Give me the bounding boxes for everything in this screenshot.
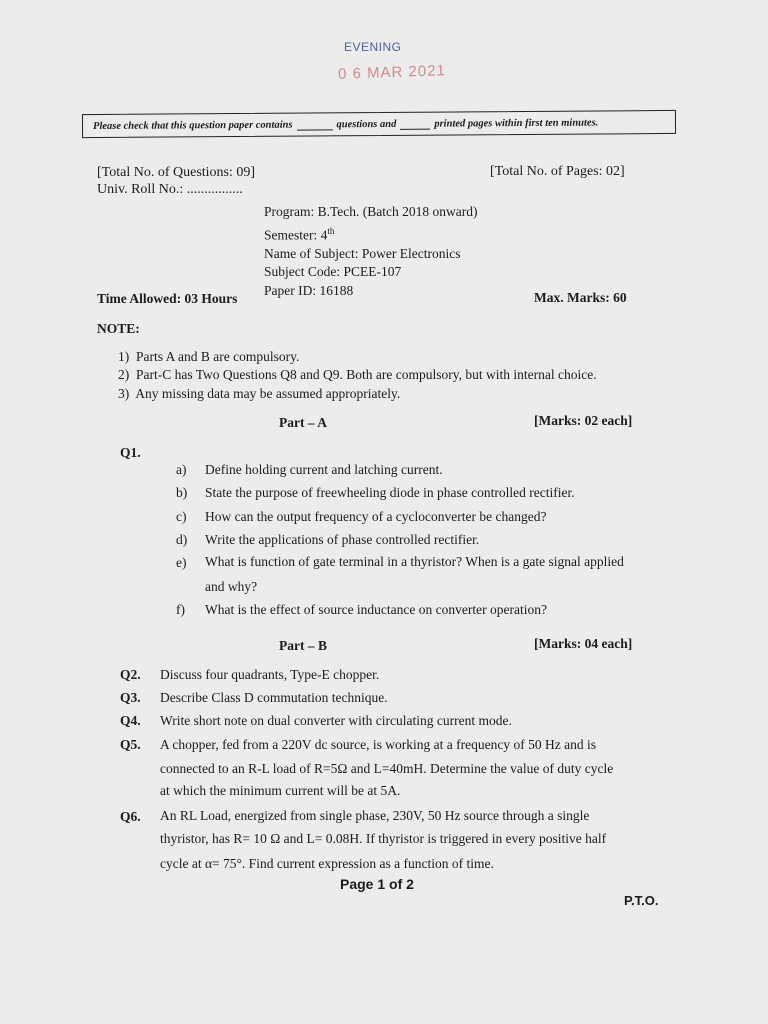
note-item	[118, 367, 597, 383]
sub-letter: b)	[176, 485, 188, 500]
check-notice-box	[82, 110, 676, 138]
note-num: 3)	[118, 386, 130, 401]
sub-letter: a)	[176, 462, 187, 477]
sub-letter: c)	[176, 509, 187, 524]
notice-text-2: questions and	[336, 118, 397, 130]
notice-blank-1	[296, 119, 332, 130]
semester-suffix: th	[327, 225, 335, 236]
note-item	[118, 349, 299, 365]
total-questions: [Total No. of Questions: 09]	[97, 165, 256, 180]
page-number: Page 1 of 2	[340, 876, 414, 892]
semester	[264, 222, 478, 245]
time-allowed: Time Allowed: 03 Hours	[97, 291, 238, 306]
question-number: Q6.	[120, 809, 141, 824]
sub-question-text: What is the effect of source inductance on converter operation?	[205, 602, 547, 617]
part-a-marks: [Marks: 02 each]	[534, 413, 633, 428]
sub-letter: e)	[176, 555, 187, 570]
note-text: Parts A and B are compulsory.	[136, 349, 300, 364]
sub-letter: f)	[176, 602, 185, 617]
part-b-title: Part – B	[279, 638, 327, 653]
subject-name: Name of Subject: Power Electronics	[264, 245, 461, 261]
question-text: cycle at α= 75°. Find current expression as a function of time.	[160, 856, 494, 871]
part-b-marks: [Marks: 04 each]	[534, 636, 633, 651]
sub-question-text: What is function of gate terminal in a thyristor? When is a gate signal applied	[205, 554, 624, 569]
date-stamp: 0 6 MAR 2021	[337, 62, 447, 83]
question-text: A chopper, fed from a 220V dc source, is working at a frequency of 50 Hz and is	[160, 737, 596, 752]
question-text: Describe Class D commutation technique.	[160, 690, 388, 705]
program: Program: B.Tech. (Batch 2018 onward)	[264, 204, 478, 219]
question-number: Q1.	[120, 445, 141, 460]
note-num: 1)	[118, 349, 130, 364]
question-number: Q4.	[120, 713, 141, 728]
question-text: connected to an R-L load of R=5Ω and L=40mH. Determine the value of duty cycle	[160, 761, 614, 776]
question-text: at which the minimum current will be at 5A.	[160, 783, 401, 798]
question-text: Discuss four quadrants, Type-E chopper.	[160, 667, 380, 682]
semester-label: Semester: 4	[264, 227, 328, 242]
session-stamp: EVENING	[344, 40, 402, 54]
note-heading: NOTE:	[97, 321, 140, 336]
sub-question-text: Define holding current and latching current.	[205, 462, 443, 477]
question-text: thyristor, has R= 10 Ω and L= 0.08H. If thyristor is triggered in every positive half	[160, 831, 607, 846]
sub-question-text-cont: and why?	[205, 579, 258, 594]
note-item	[118, 386, 400, 402]
max-marks: Max. Marks: 60	[534, 290, 627, 305]
sub-question-text: Write the applications of phase controlled rectifier.	[205, 532, 480, 547]
paper-details	[264, 203, 478, 300]
sub-question-text: How can the output frequency of a cycloconverter be changed?	[205, 509, 547, 524]
notice-blank-2	[400, 118, 430, 129]
part-a-title: Part – A	[279, 415, 327, 430]
sub-question-text: State the purpose of freewheeling diode in phase controlled rectifier.	[205, 485, 575, 500]
notice-text-3: printed pages within first ten minutes.	[434, 116, 599, 130]
roll-number: Univ. Roll No.: ................	[97, 182, 243, 197]
note-text: Any missing data may be assumed appropriately.	[135, 386, 401, 401]
sub-letter: d)	[176, 532, 188, 547]
notice-text-1: Please check that this question paper contains	[92, 119, 293, 132]
subject-code: Subject Code: PCEE-107	[264, 264, 402, 279]
question-number: Q3.	[120, 690, 141, 705]
please-turn-over: P.T.O.	[624, 893, 659, 908]
question-text: An RL Load, energized from single phase, 230V, 50 Hz source through a single	[160, 808, 590, 823]
note-text: Part-C has Two Questions Q8 and Q9. Both are compulsory, but with internal choice.	[136, 367, 597, 382]
question-text: Write short note on dual converter with circulating current mode.	[160, 713, 512, 728]
note-num: 2)	[118, 367, 130, 382]
paper-id: Paper ID: 16188	[264, 282, 354, 298]
total-pages: [Total No. of Pages: 02]	[490, 164, 625, 179]
question-number: Q2.	[120, 667, 141, 682]
question-number: Q5.	[120, 737, 141, 752]
